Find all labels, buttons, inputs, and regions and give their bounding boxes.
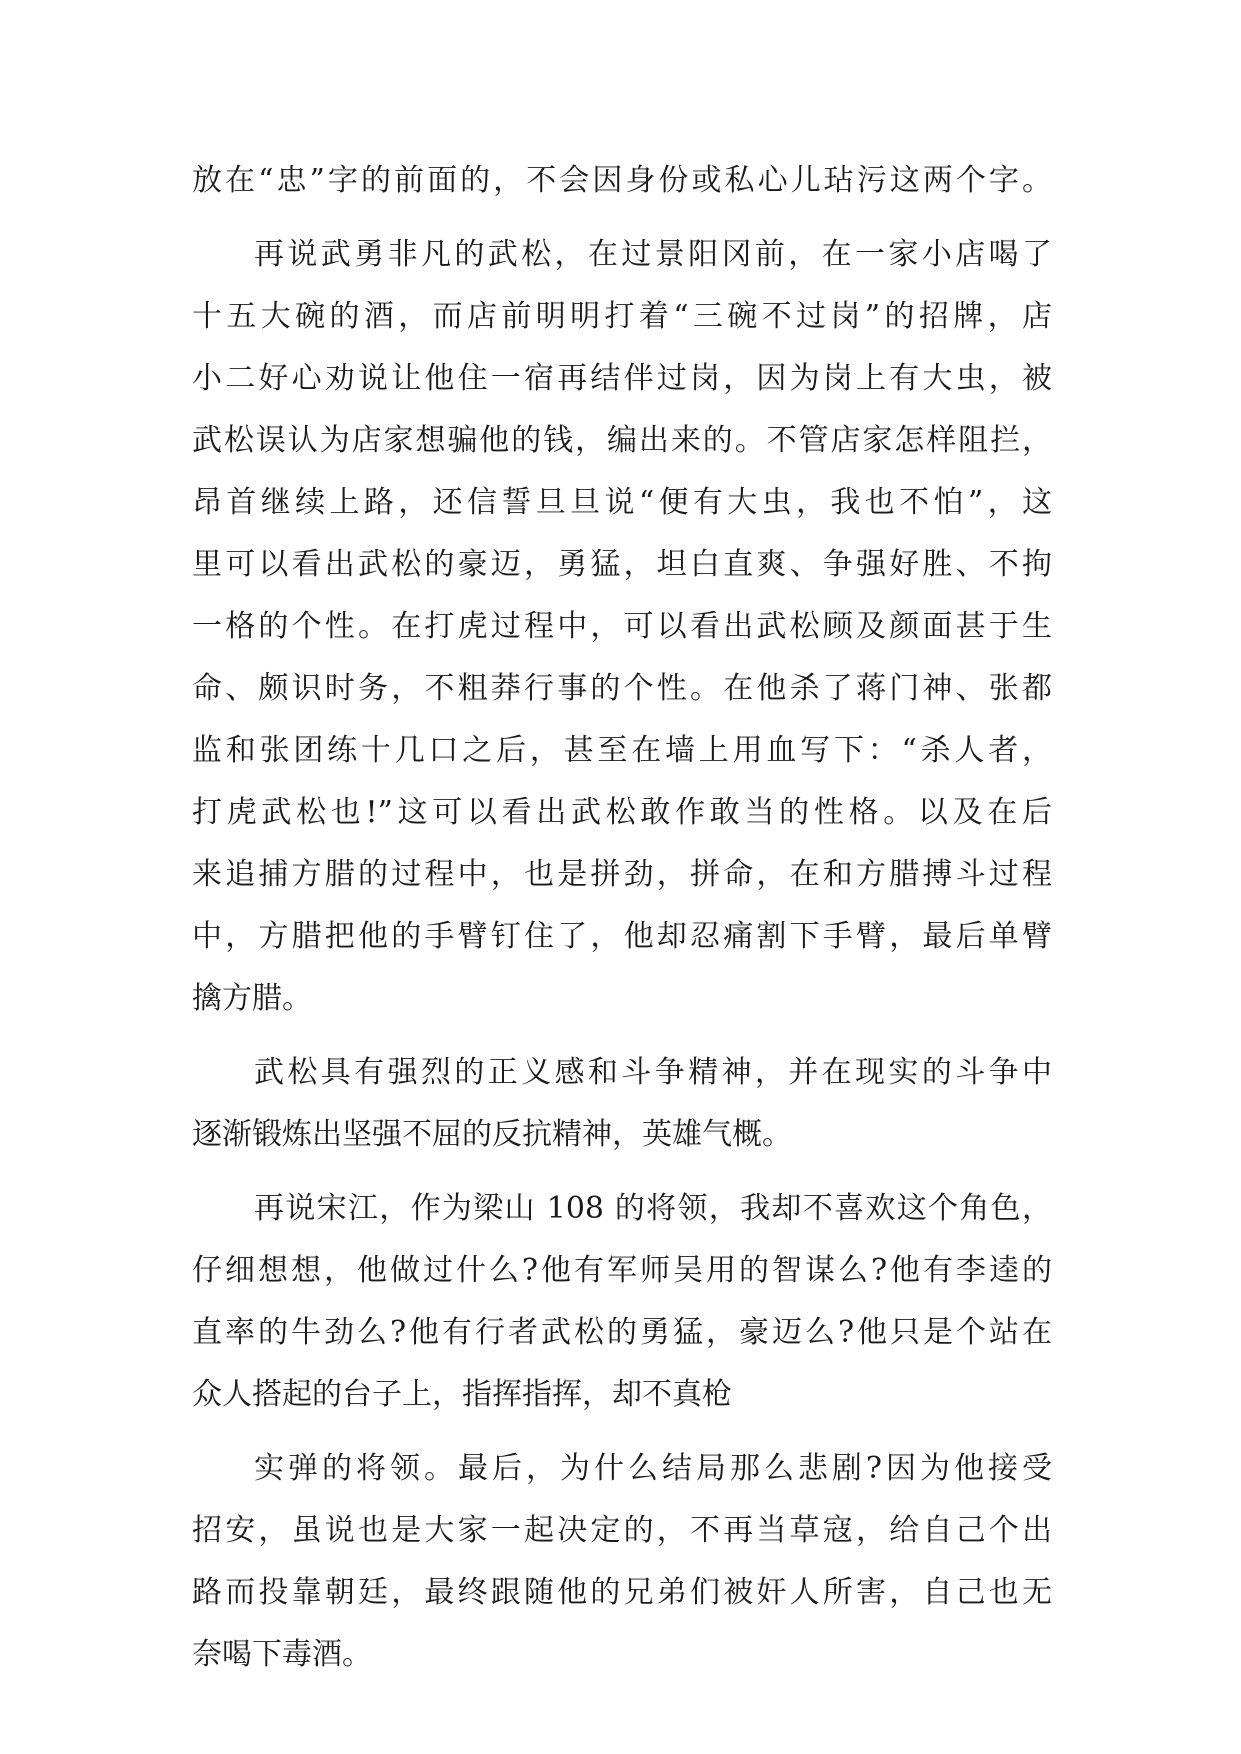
paragraph-4 <box>192 1178 1052 1426</box>
text-line: 路而投靠朝廷，最终跟随他的兄弟们被奸人所害，自己也无 <box>192 1575 1052 1610</box>
text-line: 一格的个性。在打虎过程中，可以看出武松顾及颜面甚于生 <box>192 609 1052 644</box>
text-line: 奈喝下毒酒。 <box>192 1637 372 1672</box>
paragraph-5 <box>192 1438 1052 1686</box>
text-line: 十五大碗的酒，而店前明明打着“三碗不过岗”的招牌，店 <box>192 299 1052 334</box>
text-line: 武松误认为店家想骗他的钱，编出来的。不管店家怎样阻拦， <box>192 423 1052 458</box>
text-line: 来追捕方腊的过程中，也是拼劲，拼命，在和方腊搏斗过程 <box>192 857 1052 892</box>
text-line: 仔细想想，他做过什么?他有军师吴用的智谋么?他有李逵的 <box>192 1253 1052 1288</box>
text-line: 再说宋江，作为梁山 108 的将领，我却不喜欢这个角色， <box>254 1191 1052 1226</box>
text-line: 众人搭起的台子上，指挥指挥，却不真枪 <box>192 1377 732 1412</box>
text-line: 中，方腊把他的手臂钉住了，他却忍痛割下手臂，最后单臂 <box>192 919 1052 954</box>
paragraph-2 <box>192 224 1052 1030</box>
text-line: 武松具有强烈的正义感和斗争精神，并在现实的斗争中 <box>254 1055 1052 1090</box>
text-line: 再说武勇非凡的武松，在过景阳冈前，在一家小店喝了 <box>254 237 1052 272</box>
text-line: 里可以看出武松的豪迈，勇猛，坦白直爽、争强好胜、不拘 <box>192 547 1052 582</box>
text-line: 命、颇识时务，不粗莽行事的个性。在他杀了蒋门神、张都 <box>192 671 1052 706</box>
text-line: 逐渐锻炼出坚强不屈的反抗精神，英雄气概。 <box>192 1117 792 1152</box>
text-line: 招安，虽说也是大家一起决定的，不再当草寇，给自己个出 <box>192 1513 1052 1548</box>
text-line: 昂首继续上路，还信誓旦旦说“便有大虫，我也不怕”，这 <box>192 485 1052 520</box>
text-line: 擒方腊。 <box>192 981 312 1016</box>
paragraph-1 <box>192 150 1052 212</box>
body-text <box>192 150 1052 1686</box>
text-line: 直率的牛劲么?他有行者武松的勇猛，豪迈么?他只是个站在 <box>192 1315 1052 1350</box>
text-line: 打虎武松也!”这可以看出武松敢作敢当的性格。以及在后 <box>192 795 1052 830</box>
text-line: 监和张团练十几口之后，甚至在墙上用血写下：“杀人者， <box>192 733 1052 768</box>
text-line: 放在“忠”字的前面的，不会因身份或私心儿玷污这两个字。 <box>192 163 1052 198</box>
text-line: 实弹的将领。最后，为什么结局那么悲剧?因为他接受 <box>254 1451 1052 1486</box>
paragraph-3 <box>192 1042 1052 1166</box>
text-line: 小二好心劝说让他住一宿再结伴过岗，因为岗上有大虫，被 <box>192 361 1052 396</box>
